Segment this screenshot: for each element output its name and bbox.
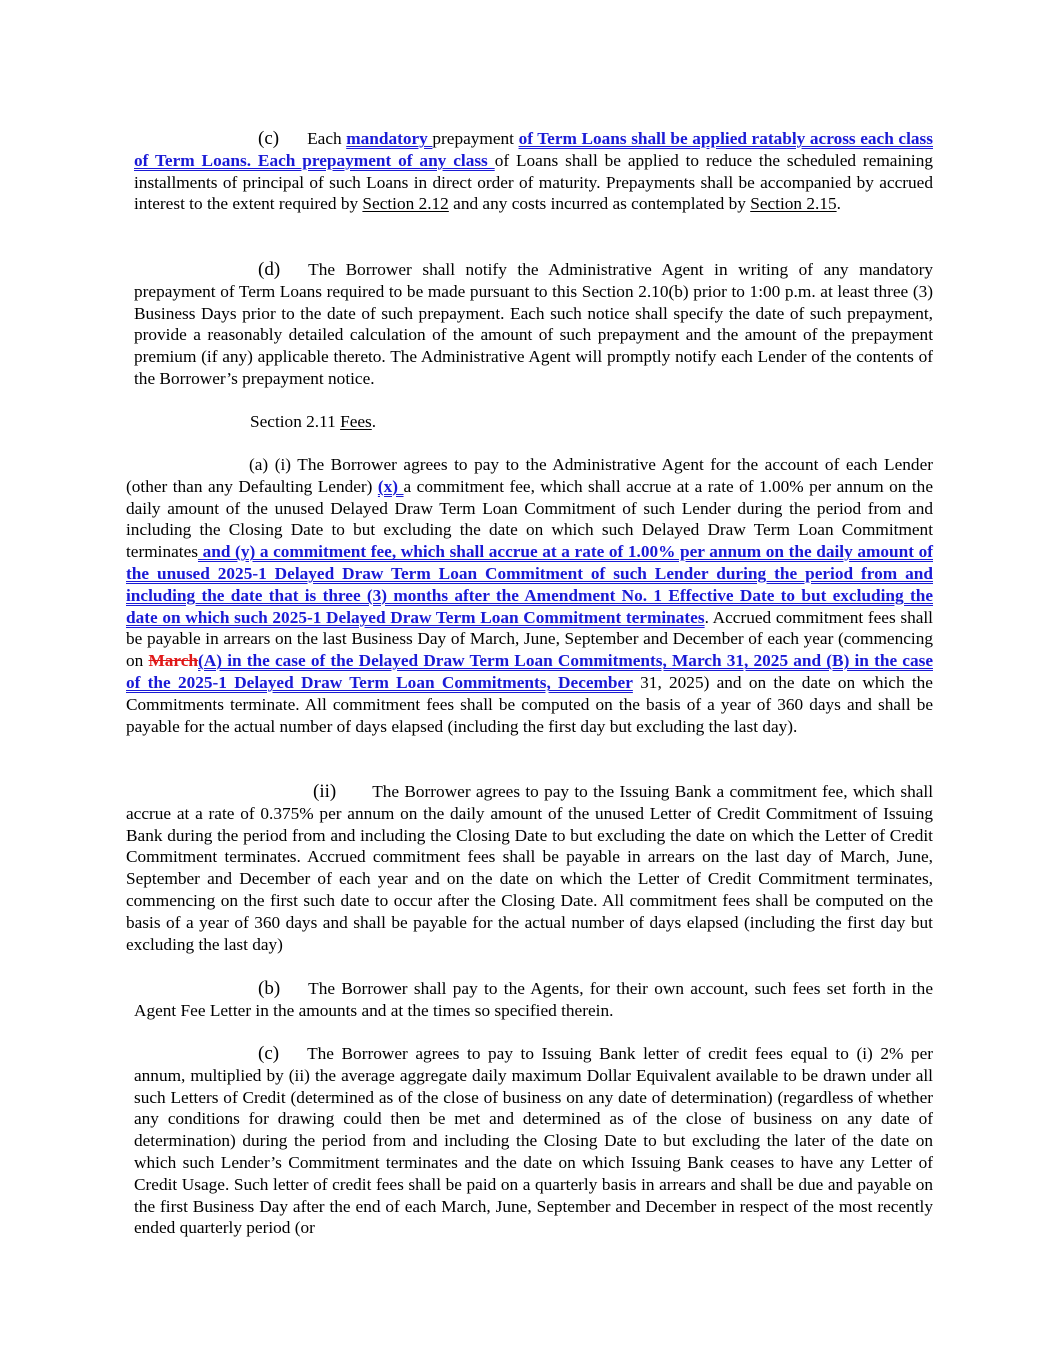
text: The Borrower shall pay to the Agents, for their own account, such fees set forth in the Agent Fee Letter in the amounts and at the times so specified therein.	[134, 979, 933, 1020]
inserted-text: mandatory	[346, 129, 433, 148]
text: The Borrower shall notify the Administrative Agent in writing of any mandatory prepayment of Term Loans required to be made pursuant to this Section 2.10(b) prior to 1:00 p.m. at least three (3) Business Days prior to the date of such prepayment. Each such notice shall specify the date of such prepayment, provide a reasonably detailed calculation of the amount of such prepayment and the amount of the prepayment premium (if any) applicable thereto. The Administrative Agent will promptly notify each Lender of the contents of the Borrower’s prepayment notice.	[134, 260, 933, 388]
section-reference: Section 2.15	[750, 194, 837, 214]
paragraph-c-prepayment	[134, 128, 933, 215]
text: Each	[307, 129, 347, 148]
paragraph-number: (c)	[258, 128, 280, 149]
paragraph-b-agent-fees	[134, 978, 933, 1022]
text: The Borrower agrees to pay to the Issuing Bank a commitment fee, which shall accrue at a rate of 0.375% per annum on the daily amount of the unused Letter of Credit Commitment of Issuing Bank during the period from and including the Closing Date to but excluding the date on which the Letter of Credit Commitment terminates. Accrued commitment fees shall be payable in arrears on the last day of March, June, September and December of each year and on the date on which the Letter of Credit Commitment terminates, commencing on the first such date to occur after the Closing Date. All commitment fees shall be computed on the basis of a year of 360 days and shall be payable for the actual number of days elapsed (including the first day but excluding the last day)	[126, 782, 933, 954]
inserted-text: (x)	[377, 476, 404, 496]
section-reference: Section 2.12	[362, 194, 449, 214]
paragraph-c-letter-of-credit-fees	[134, 1043, 933, 1239]
paragraph-number: (c)	[258, 1043, 280, 1064]
paragraph-ii-issuing-bank-fee	[126, 781, 933, 955]
paragraph-d-notice	[134, 259, 933, 390]
paragraph-a-commitment-fee	[126, 454, 933, 737]
text: and any costs incurred as contemplated by	[448, 194, 751, 214]
paragraph-number: (ii)	[313, 781, 337, 802]
text: of Loans shall be applied to reduce the scheduled remaining installments of principal of such Loans in direct order of maturity. Prepayments shall be accompanied by accrued interest to the extent required by	[134, 150, 933, 214]
text: .	[836, 194, 841, 214]
inserted-text: (A) in the case of the Delayed Draw Term Loan Commitments, March 31, 2025 and (B) in the case of the 2025-1 Delayed Draw Term Loan Commitments, December	[126, 651, 933, 692]
text: a commitment fee, which shall accrue at a rate of 1.00% per annum on the daily amount of the unused Delayed Draw Term Loan Commitment of such Lender during the period from and including the Closing Date to but excluding the date on which such Delayed Draw Term Loan Commitment terminates	[126, 476, 933, 562]
heading-prefix: Section 2.11	[250, 412, 341, 431]
paragraph-number: (b)	[258, 978, 281, 999]
inserted-text: of Term Loans shall be applied ratably across each class of Term Loans. Each prepayment of any class	[134, 129, 933, 170]
text: . Accrued commitment fees shall be payable in arrears on the last Business Day of March, June, September and December of each year (commencing on	[126, 607, 933, 671]
section-heading	[250, 411, 750, 433]
text: (a) (i) The Borrower agrees to pay to the Administrative Agent for the account of each Lender (other than any Defaulting Lender)	[126, 455, 933, 496]
heading-suffix: .	[371, 412, 377, 431]
text: 31, 2025) and on the date on which the Commitments terminate. All commitment fees shall be computed on the basis of a year of 360 days and shall be payable for the actual number of days elapsed (including the first day but excluding the last day).	[126, 672, 933, 736]
deleted-text: March	[148, 651, 199, 671]
text: prepayment	[432, 129, 519, 148]
inserted-text: and (y) a commitment fee, which shall accrue at a rate of 1.00% per annum on the daily amount of the unused 2025-1 Delayed Draw Term Loan Commitment of such Lender during the period from and including the date that is three (3) months after the Amendment No. 1 Effective Date to but excluding the date on which such 2025-1 Delayed Draw Term Loan Commitment terminates	[126, 542, 933, 627]
heading-title: Fees	[340, 412, 372, 431]
paragraph-number: (d)	[258, 259, 281, 280]
text: The Borrower agrees to pay to Issuing Bank letter of credit fees equal to (i) 2% per annum, multiplied by (ii) the average aggregate daily maximum Dollar Equivalent available to be drawn under all such Letters of Credit (determined as of the close of business on any date of determination) (regardless of whether any conditions for drawing could then be met and determined as of the close of business on any date of determination) during the period from and including the Closing Date to but excluding the later of the date on which such Lender’s Commitment terminates and the date on which Issuing Bank ceases to have any Letter of Credit Usage. Such letter of credit fees shall be paid on a quarterly basis in arrears and shall be due and payable on the first Business Day after the end of each March, June, September and December in respect of the most recently ended quarterly period (or	[134, 1044, 933, 1238]
